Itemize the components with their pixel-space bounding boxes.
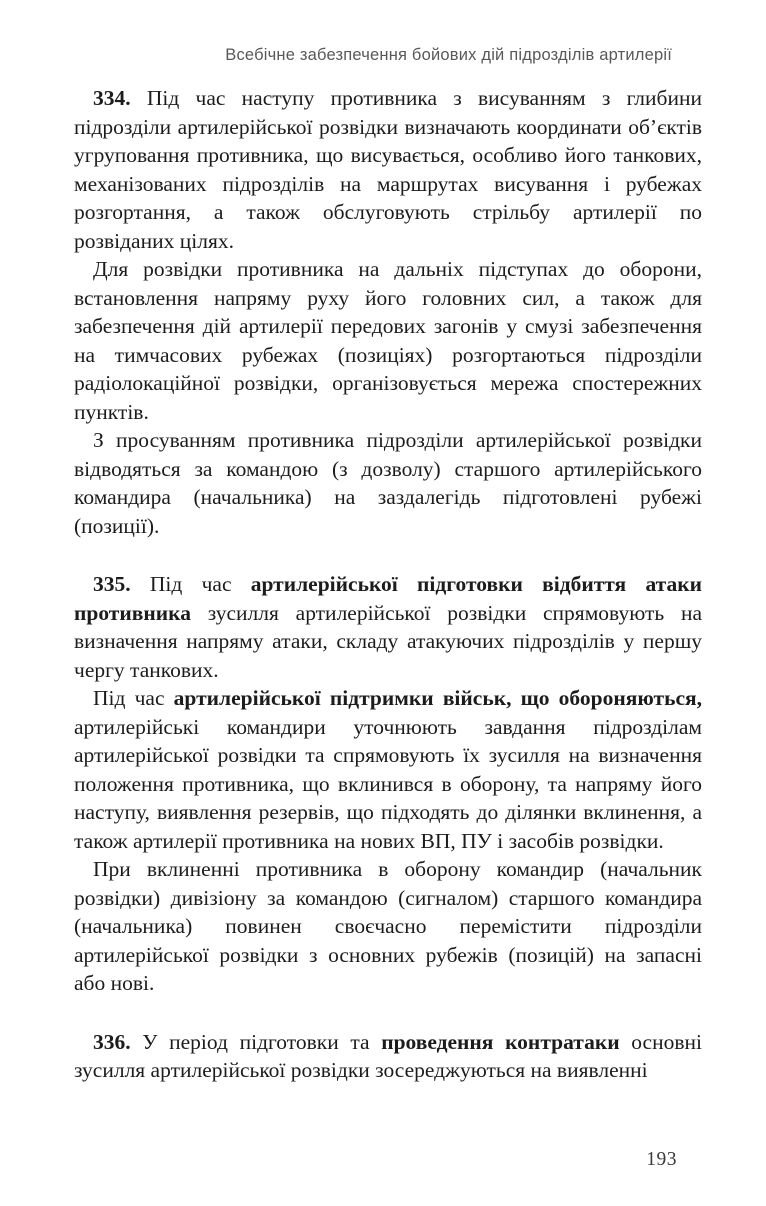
- page-body: [74, 84, 702, 1085]
- paragraph-enemy-penetration: [74, 855, 702, 998]
- paragraph-text: Під час: [130, 572, 251, 596]
- paragraph-number: 336.: [93, 1029, 131, 1054]
- paragraph-336: [74, 1028, 702, 1085]
- paragraph-text: Під час наступу противника з висуванням з глибини підрозділи артилерійської розвідки визначають координати об’єктів угруповання противника, що висувається, особливо його танкових, механізованих підрозділів на маршрутах висування і рубежах розгортання, а також обслуговують стрільбу артилерії по розвіданих цілях.: [74, 86, 702, 253]
- paragraph-number: 334.: [93, 86, 131, 110]
- paragraph-artillery-support-defending-troops: [74, 684, 702, 855]
- paragraph-text: артилерійські командири уточнюють завдання підрозділам артилерійської розвідки та спрямовують їх зусилля на визначення положення противника, що вклинився в оборону, та напряму його наступу, виявлення резервів, що підходять до ділянки вклинення, а також артилерії противника на нових ВП, ПУ і засобів розвідки.: [74, 714, 702, 853]
- paragraph-recon-distant-approaches: [74, 255, 702, 426]
- paragraph-bold-text: проведення контратаки: [381, 1029, 620, 1054]
- paragraph-bold-text: артилерійської підтримки військ, що обороняються,: [173, 686, 702, 710]
- running-header: Всебічне забезпечення бойових дій підрозділів артилерії: [225, 46, 672, 64]
- paragraph-text: З просуванням противника підрозділи артилерійської розвідки відводяться за командою (з дозволу) старшого артилерійського командира (начальника) на заздалегідь підготовлені рубежі (позиції).: [74, 428, 702, 538]
- paragraph-text: основні зусилля артилерійської розвідки зосереджуються на виявленні: [74, 1029, 702, 1082]
- paragraph-number: 335.: [93, 572, 131, 596]
- paragraph-text: зусилля артилерійської розвідки спрямовують на визначення напряму атаки, складу атакуючих підрозділів у першу чергу танкових.: [74, 600, 702, 682]
- paragraph-text: У період підготовки та: [130, 1029, 382, 1054]
- paragraph-text: При вклиненні противника в оборону командир (начальник розвідки) дивізіону за командою (сигналом) старшого командира (начальника) повинен своєчасно перемістити підрозділи артилерійської розвідки з основних рубежів (позицій) на запасні або нові.: [74, 857, 702, 995]
- paragraph-bold-text: артилерійської підготовки відбиття атаки противника: [74, 572, 702, 625]
- page-number: 193: [646, 1149, 677, 1170]
- paragraph-text: Під час: [93, 686, 174, 710]
- paragraph-text: Для розвідки противника на дальніх підступах до оборони, встановлення напряму руху його головних сил, а також для забезпечення дій артилерії передових загонів у смузі забезпечення на тимчасових рубежах (позиціях) розгортаються підрозділи радіолокаційної розвідки, організовується мережа спостережних пунктів.: [74, 257, 702, 424]
- paragraph-withdrawal-on-command: [74, 426, 702, 540]
- paragraph-335: [74, 570, 702, 684]
- paragraph-334: [74, 84, 702, 255]
